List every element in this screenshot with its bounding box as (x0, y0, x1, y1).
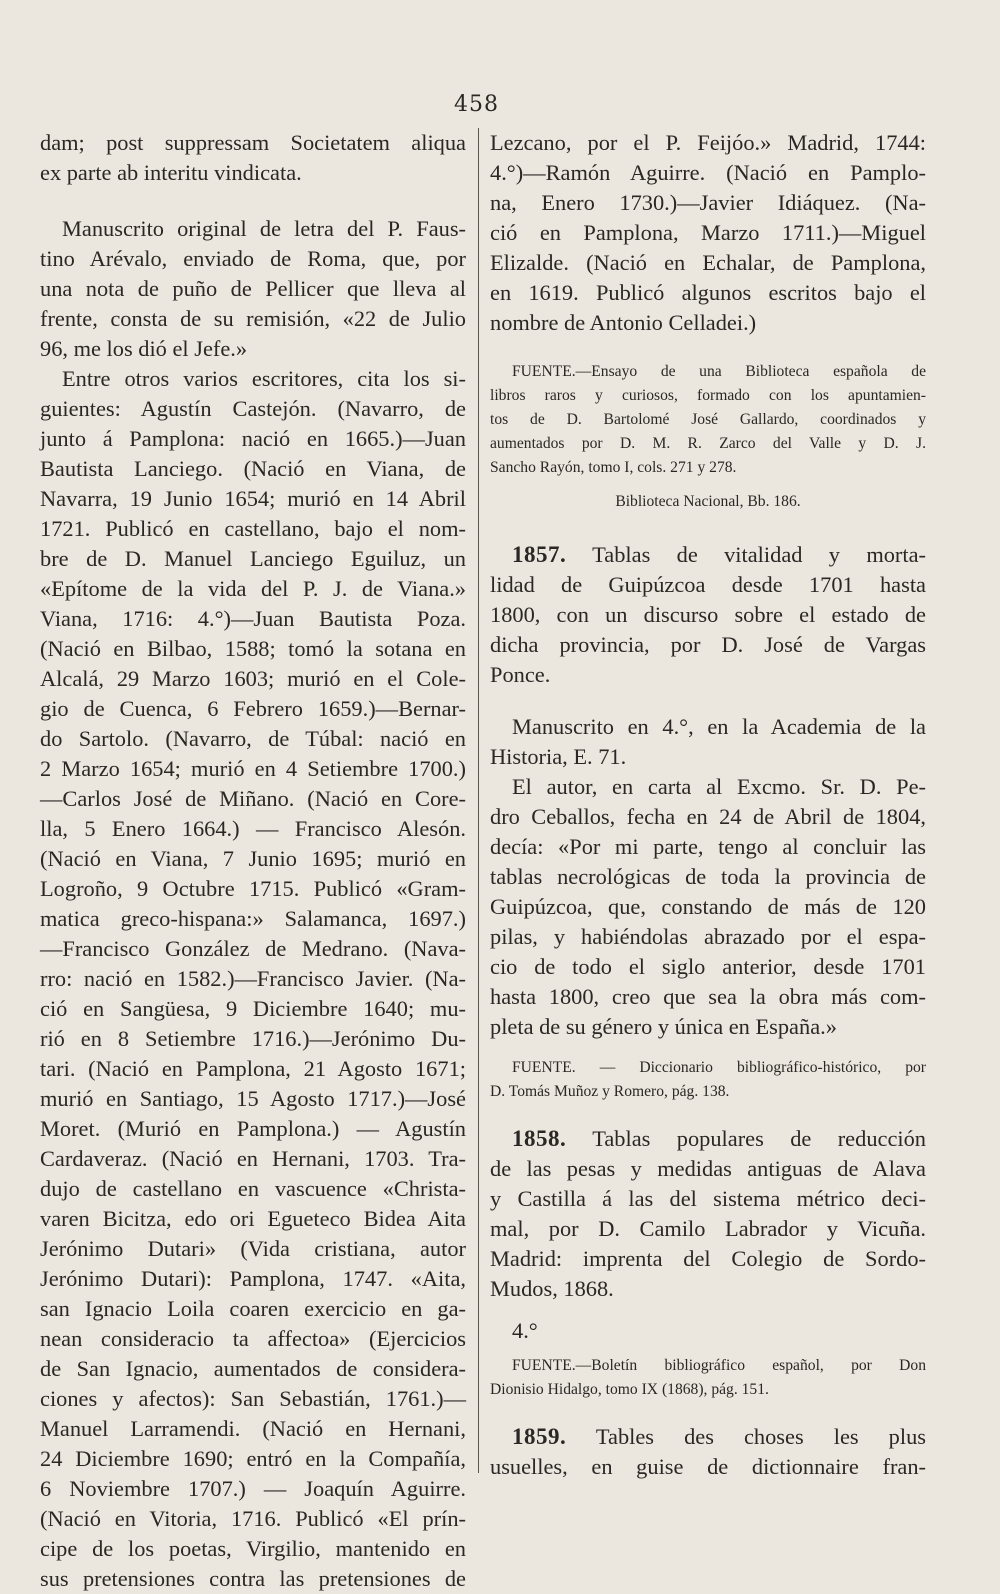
text-line: FUENTE.—Boletín bibliográfico español, por Don (512, 1357, 926, 1374)
text-line: dujo de castellano en vascuence «Christa- (40, 1176, 466, 1201)
text-line: ció en Pamplona, Marzo 1711.)—Miguel (490, 220, 926, 245)
text-line: Alcalá, 29 Marzo 1603; murió en el Cole- (40, 666, 466, 691)
text-line: matica greco-hispana:» Salamanca, 1697.) (40, 906, 466, 931)
text-line: en 1619. Publicó algunos escritos bajo el (490, 280, 926, 305)
text-line: ex parte ab interitu vindicata. (40, 160, 302, 185)
text-line: (Nació en Vitoria, 1716. Publicó «El prín- (40, 1506, 466, 1531)
paragraph-writers (40, 364, 466, 1594)
entry-1859 (490, 1422, 926, 1482)
text-line: Viana, 1716: 4.°)—Juan Bautista Poza. (40, 606, 466, 631)
text-line: rro: nació en 1582.)—Francisco Javier. (Na- (40, 966, 466, 991)
text-line: libros raros y curiosos, formado con los apuntamien- (490, 387, 926, 404)
text-line: 2 Marzo 1654; murió en 4 Setiembre 1700.) (40, 756, 466, 781)
text-line: 6 Noviembre 1707.) — Joaquín Aguirre. (40, 1476, 466, 1501)
text-line: decía: «Por mi parte, tengo al concluir las (490, 834, 926, 859)
source-note (490, 360, 926, 480)
text-line: Navarra, 19 Junio 1654; murió en 14 Abril (40, 486, 466, 511)
text-line: do Sartolo. (Navarro, de Túbal: nació en (40, 726, 466, 751)
text-line: varen Bicitza, edo ori Egueteco Bidea Aita (40, 1206, 466, 1231)
text-line: nombre de Antonio Celladei.) (490, 310, 757, 335)
entry-1858 (490, 1124, 926, 1402)
text-line: tari. (Nació en Pamplona, 21 Agosto 1671; (40, 1056, 466, 1081)
text-line: aumentados por D. M. R. Zarco del Valle y D. J. (490, 435, 926, 452)
text-line: Cardaveraz. (Nació en Hernani, 1703. Tra- (40, 1146, 466, 1171)
text-line: —Francisco González de Medrano. (Nava- (40, 936, 466, 961)
text-line: una nota de puño de Pellicer que lleva al (40, 276, 466, 301)
text-line: na, Enero 1730.)—Javier Idiáquez. (Na- (490, 190, 926, 215)
text-line: 1800, con un discurso sobre el estado de (490, 602, 926, 627)
text-line: de San Ignacio, aumentados de considera- (40, 1356, 466, 1381)
text-line: (Nació en Viana, 7 Junio 1695; murió en (40, 846, 466, 871)
text-line: y Castilla á las del sistema métrico deci- (490, 1186, 926, 1211)
text-line: frente, consta de su remisión, «22 de Julio (40, 306, 466, 331)
text-line: Manuscrito original de letra del P. Faus- (62, 216, 466, 241)
text-line: Jerónimo Dutari): Pamplona, 1747. «Aita, (40, 1266, 466, 1291)
format-label: 4.° (512, 1318, 538, 1343)
entry-number: 1859. (512, 1424, 567, 1449)
text-line: Jerónimo Dutari» (Vida cristiana, autor (40, 1236, 466, 1261)
text-line: san Ignacio Loila coaren exercicio en ga- (40, 1296, 466, 1321)
text-line: de las pesas y medidas antiguas de Alava (490, 1156, 926, 1181)
text-line: cipe de los poetas, Virgilio, mantenido en (40, 1536, 466, 1561)
entry-number: 1857. (512, 542, 567, 567)
text-line: Manuscrito en 4.°, en la Academia de la (512, 714, 926, 739)
text-line: usuelles, en guise de dictionnaire fran- (490, 1454, 926, 1479)
text-line: Logroño, 9 Octubre 1715. Publicó «Gram- (40, 876, 466, 901)
text-line: bre de D. Manuel Lanciego Eguiluz, un (40, 546, 466, 571)
text-line: tino Arévalo, enviado de Roma, que, por (40, 246, 466, 271)
text-line: FUENTE. — Diccionario bibliográfico-histórico, por (512, 1059, 926, 1076)
text-line: Mudos, 1868. (490, 1276, 614, 1301)
text-line: Elizalde. (Nació en Echalar, de Pamplona, (490, 250, 926, 275)
text-line: 96, me los dió el Jefe.» (40, 336, 248, 361)
library-location: Biblioteca Nacional, Bb. 186. (615, 493, 801, 510)
paragraph-manuscript (40, 214, 466, 364)
text-line: 1721. Publicó en castellano, bajo el nom- (40, 516, 466, 541)
text-line: ció en Sangüesa, 9 Diciembre 1640; mu- (40, 996, 466, 1021)
paragraph-continuation (490, 128, 926, 338)
text-line: junto á Pamplona: nació en 1665.)—Juan (40, 426, 466, 451)
text-line: dam; post suppressam Societatem aliqua (40, 130, 466, 155)
text-line: (Nació en Bilbao, 1588; tomó la sotana en (40, 636, 466, 661)
text-line: lidad de Guipúzcoa desde 1701 hasta (490, 572, 926, 597)
text-line: guientes: Agustín Castejón. (Navarro, de (40, 396, 466, 421)
text-line: murió en Santiago, 15 Agosto 1717.)—José (40, 1086, 466, 1111)
text-line: Tables des choses les plus (566, 1424, 926, 1449)
text-line: «Epítome de la vida del P. J. de Viana.» (40, 576, 466, 601)
paragraph-intro (40, 128, 466, 188)
text-line: pleta de su género y única en España.» (490, 1014, 837, 1039)
text-line: 4.°)—Ramón Aguirre. (Nació en Pamplo- (490, 160, 926, 185)
text-line: Guipúzcoa, que, constando de más de 120 (490, 894, 926, 919)
entry-number: 1858. (512, 1126, 567, 1151)
text-line: —Carlos José de Miñano. (Nació en Core- (40, 786, 466, 811)
text-line: Ponce. (490, 662, 551, 687)
column-divider (478, 128, 479, 1473)
text-line: gio de Cuenca, 6 Febrero 1659.)—Bernar- (40, 696, 466, 721)
text-line: Tablas populares de reducción (566, 1126, 926, 1151)
text-line: lla, 5 Enero 1664.) — Francisco Alesón. (40, 816, 466, 841)
text-line: tos de D. Bartolomé José Gallardo, coordinados y (490, 411, 926, 428)
left-column (40, 128, 466, 1594)
text-line: dicha provincia, por D. José de Vargas (490, 632, 926, 657)
text-line: El autor, en carta al Excmo. Sr. D. Pe- (512, 774, 926, 799)
text-line: Manuel Larramendi. (Nació en Hernani, (40, 1416, 466, 1441)
text-line: rió en 8 Setiembre 1716.)—Jerónimo Du- (40, 1026, 466, 1051)
text-line: hasta 1800, creo que sea la obra más com- (490, 984, 926, 1009)
text-line: Dionisio Hidalgo, tomo IX (1868), pág. 151. (490, 1381, 769, 1398)
text-line: pilas, y habiéndolas abrazado por el espa- (490, 924, 926, 949)
text-line: Lezcano, por el P. Feijóo.» Madrid, 1744: (490, 130, 926, 155)
text-line: tablas necrológicas de toda la provincia de (490, 864, 926, 889)
text-line: cio de todo el siglo anterior, desde 1701 (490, 954, 926, 979)
entry-1857 (490, 540, 926, 1104)
text-line: Entre otros varios escritores, cita los si- (62, 366, 466, 391)
text-line: Moret. (Murió en Pamplona.) — Agustín (40, 1116, 466, 1141)
text-line: Bautista Lanciego. (Nació en Viana, de (40, 456, 466, 481)
text-line: D. Tomás Muñoz y Romero, pág. 138. (490, 1083, 730, 1100)
right-column (490, 128, 926, 1482)
text-line: sus pretensiones contra las pretensiones de (40, 1566, 466, 1591)
text-line: nean consideracio ta affectoa» (Ejercicios (40, 1326, 466, 1351)
text-line: Madrid: imprenta del Colegio de Sordo- (490, 1246, 926, 1271)
text-line: FUENTE.—Ensayo de una Biblioteca española de (512, 363, 926, 380)
text-line: ciones y afectos): San Sebastián, 1761.)— (40, 1386, 466, 1411)
text-line: dro Ceballos, fecha en 24 de Abril de 1804, (490, 804, 926, 829)
text-line: Sancho Rayón, tomo I, cols. 271 y 278. (490, 459, 737, 476)
text-line: mal, por D. Camilo Labrador y Vicuña. (490, 1216, 926, 1241)
text-line: Historia, E. 71. (490, 744, 627, 769)
text-line: 24 Diciembre 1690; entró en la Compañía, (40, 1446, 466, 1471)
text-line: Tablas de vitalidad y morta- (566, 542, 926, 567)
page-number: 458 (454, 92, 499, 117)
